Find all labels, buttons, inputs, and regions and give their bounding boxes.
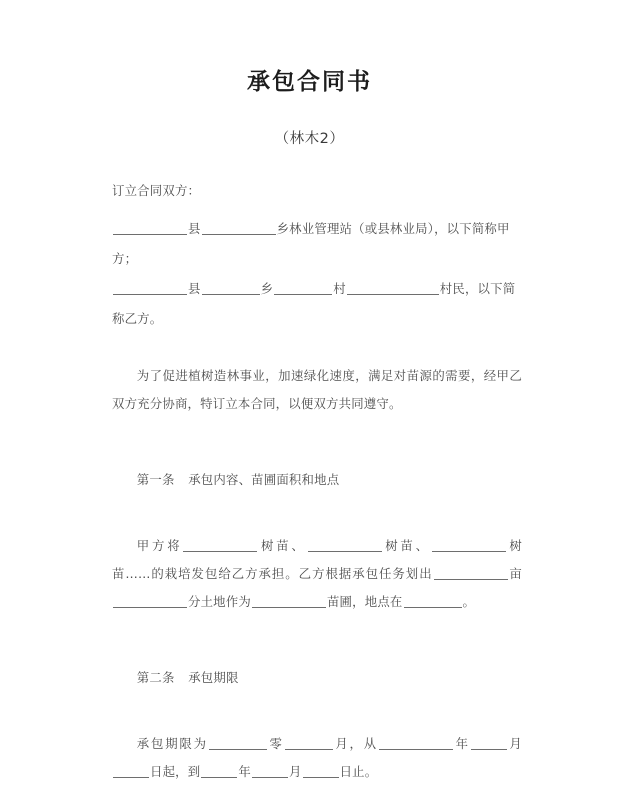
spacer [112, 522, 522, 532]
article-2-number: 第二条 [136, 669, 175, 685]
party-b-suffix-label: 村民，以下简称乙方。 [112, 280, 516, 326]
a2-t1: 零 [267, 735, 284, 751]
start-day-blank[interactable] [113, 764, 149, 778]
a2-t5: 日起，到 [150, 763, 201, 779]
spacer [112, 644, 522, 664]
a1-t7: 。 [462, 593, 476, 609]
preamble-paragraph: 为了促进植树造林事业，加速绿化速度，满足对苗源的需要，经甲乙双方充分协商，特订立本合同，以便双方共同遵守。 [112, 367, 522, 411]
spacer [112, 720, 522, 730]
article-2-body [112, 730, 522, 786]
a1-t0: 甲方将 [136, 537, 183, 553]
article-1-number: 第一条 [136, 471, 175, 487]
a2-t7: 月 [288, 763, 302, 779]
party-b-township-blank[interactable] [202, 281, 260, 295]
party-b-line [112, 274, 522, 334]
party-a-county-label: 县 [188, 220, 201, 236]
article-1-title: 承包内容、苗圃面积和地点 [188, 471, 340, 487]
term-months-blank[interactable] [285, 736, 333, 750]
spacer [112, 446, 522, 466]
party-b-village-blank[interactable] [274, 281, 332, 295]
a2-t8: 日止。 [339, 763, 378, 779]
area-mu-blank[interactable] [434, 566, 508, 580]
party-b-county-blank[interactable] [113, 281, 187, 295]
a1-t4: 亩 [508, 565, 522, 581]
page-subtitle: （林木2） [274, 130, 345, 147]
party-b-county-label: 县 [188, 280, 201, 296]
a1-t5: 分土地作为 [188, 593, 251, 609]
party-b-village-label: 村 [333, 280, 346, 296]
seedling-2-blank[interactable] [308, 538, 382, 552]
party-a-county-blank[interactable] [113, 221, 187, 235]
spacer [112, 692, 522, 720]
article-1-body [112, 532, 522, 616]
a2-t4: 月 [507, 735, 523, 751]
party-a-line [112, 214, 522, 274]
start-year-blank[interactable] [379, 736, 453, 750]
end-year-blank[interactable] [201, 764, 237, 778]
location-blank[interactable] [404, 594, 462, 608]
party-b-township-label: 乡 [260, 280, 274, 296]
page-title: 承包合同书 [247, 69, 372, 95]
spacer [112, 616, 522, 644]
party-a-office-label: 乡林业管理站（或县林业局），以下简称甲方； [112, 220, 510, 266]
spacer [112, 334, 522, 362]
a1-t6: 苗圃，地点在 [326, 593, 403, 609]
area-fen-blank[interactable] [113, 594, 187, 608]
spacer [112, 204, 522, 214]
term-years-blank[interactable] [209, 736, 267, 750]
a2-t6: 年 [238, 763, 251, 779]
start-month-blank[interactable] [471, 736, 507, 750]
party-a-township-blank[interactable] [202, 221, 276, 235]
a1-t2: 树苗、 [382, 537, 431, 553]
spacer [112, 494, 522, 522]
article-1-heading [112, 466, 522, 494]
end-day-blank[interactable] [303, 764, 339, 778]
nursery-name-blank[interactable] [252, 594, 326, 608]
end-month-blank[interactable] [252, 764, 288, 778]
spacer [112, 418, 522, 446]
party-b-name-blank[interactable] [347, 281, 439, 295]
a1-t3: 树苗……的栽培发包给乙方承担。乙方根据承包任务划出 [112, 537, 522, 581]
article-2-title: 承包期限 [188, 669, 239, 685]
a2-t0: 承包期限为 [136, 735, 208, 751]
article-2-heading [112, 664, 522, 692]
seedling-1-blank[interactable] [183, 538, 257, 552]
document-body [0, 148, 619, 786]
parties-lead-label: 订立合同双方： [112, 182, 201, 198]
seedling-3-blank[interactable] [432, 538, 506, 552]
a2-t2: 月，从 [333, 735, 378, 751]
a2-t3: 年 [453, 735, 470, 751]
a1-t1: 树苗、 [258, 537, 307, 553]
